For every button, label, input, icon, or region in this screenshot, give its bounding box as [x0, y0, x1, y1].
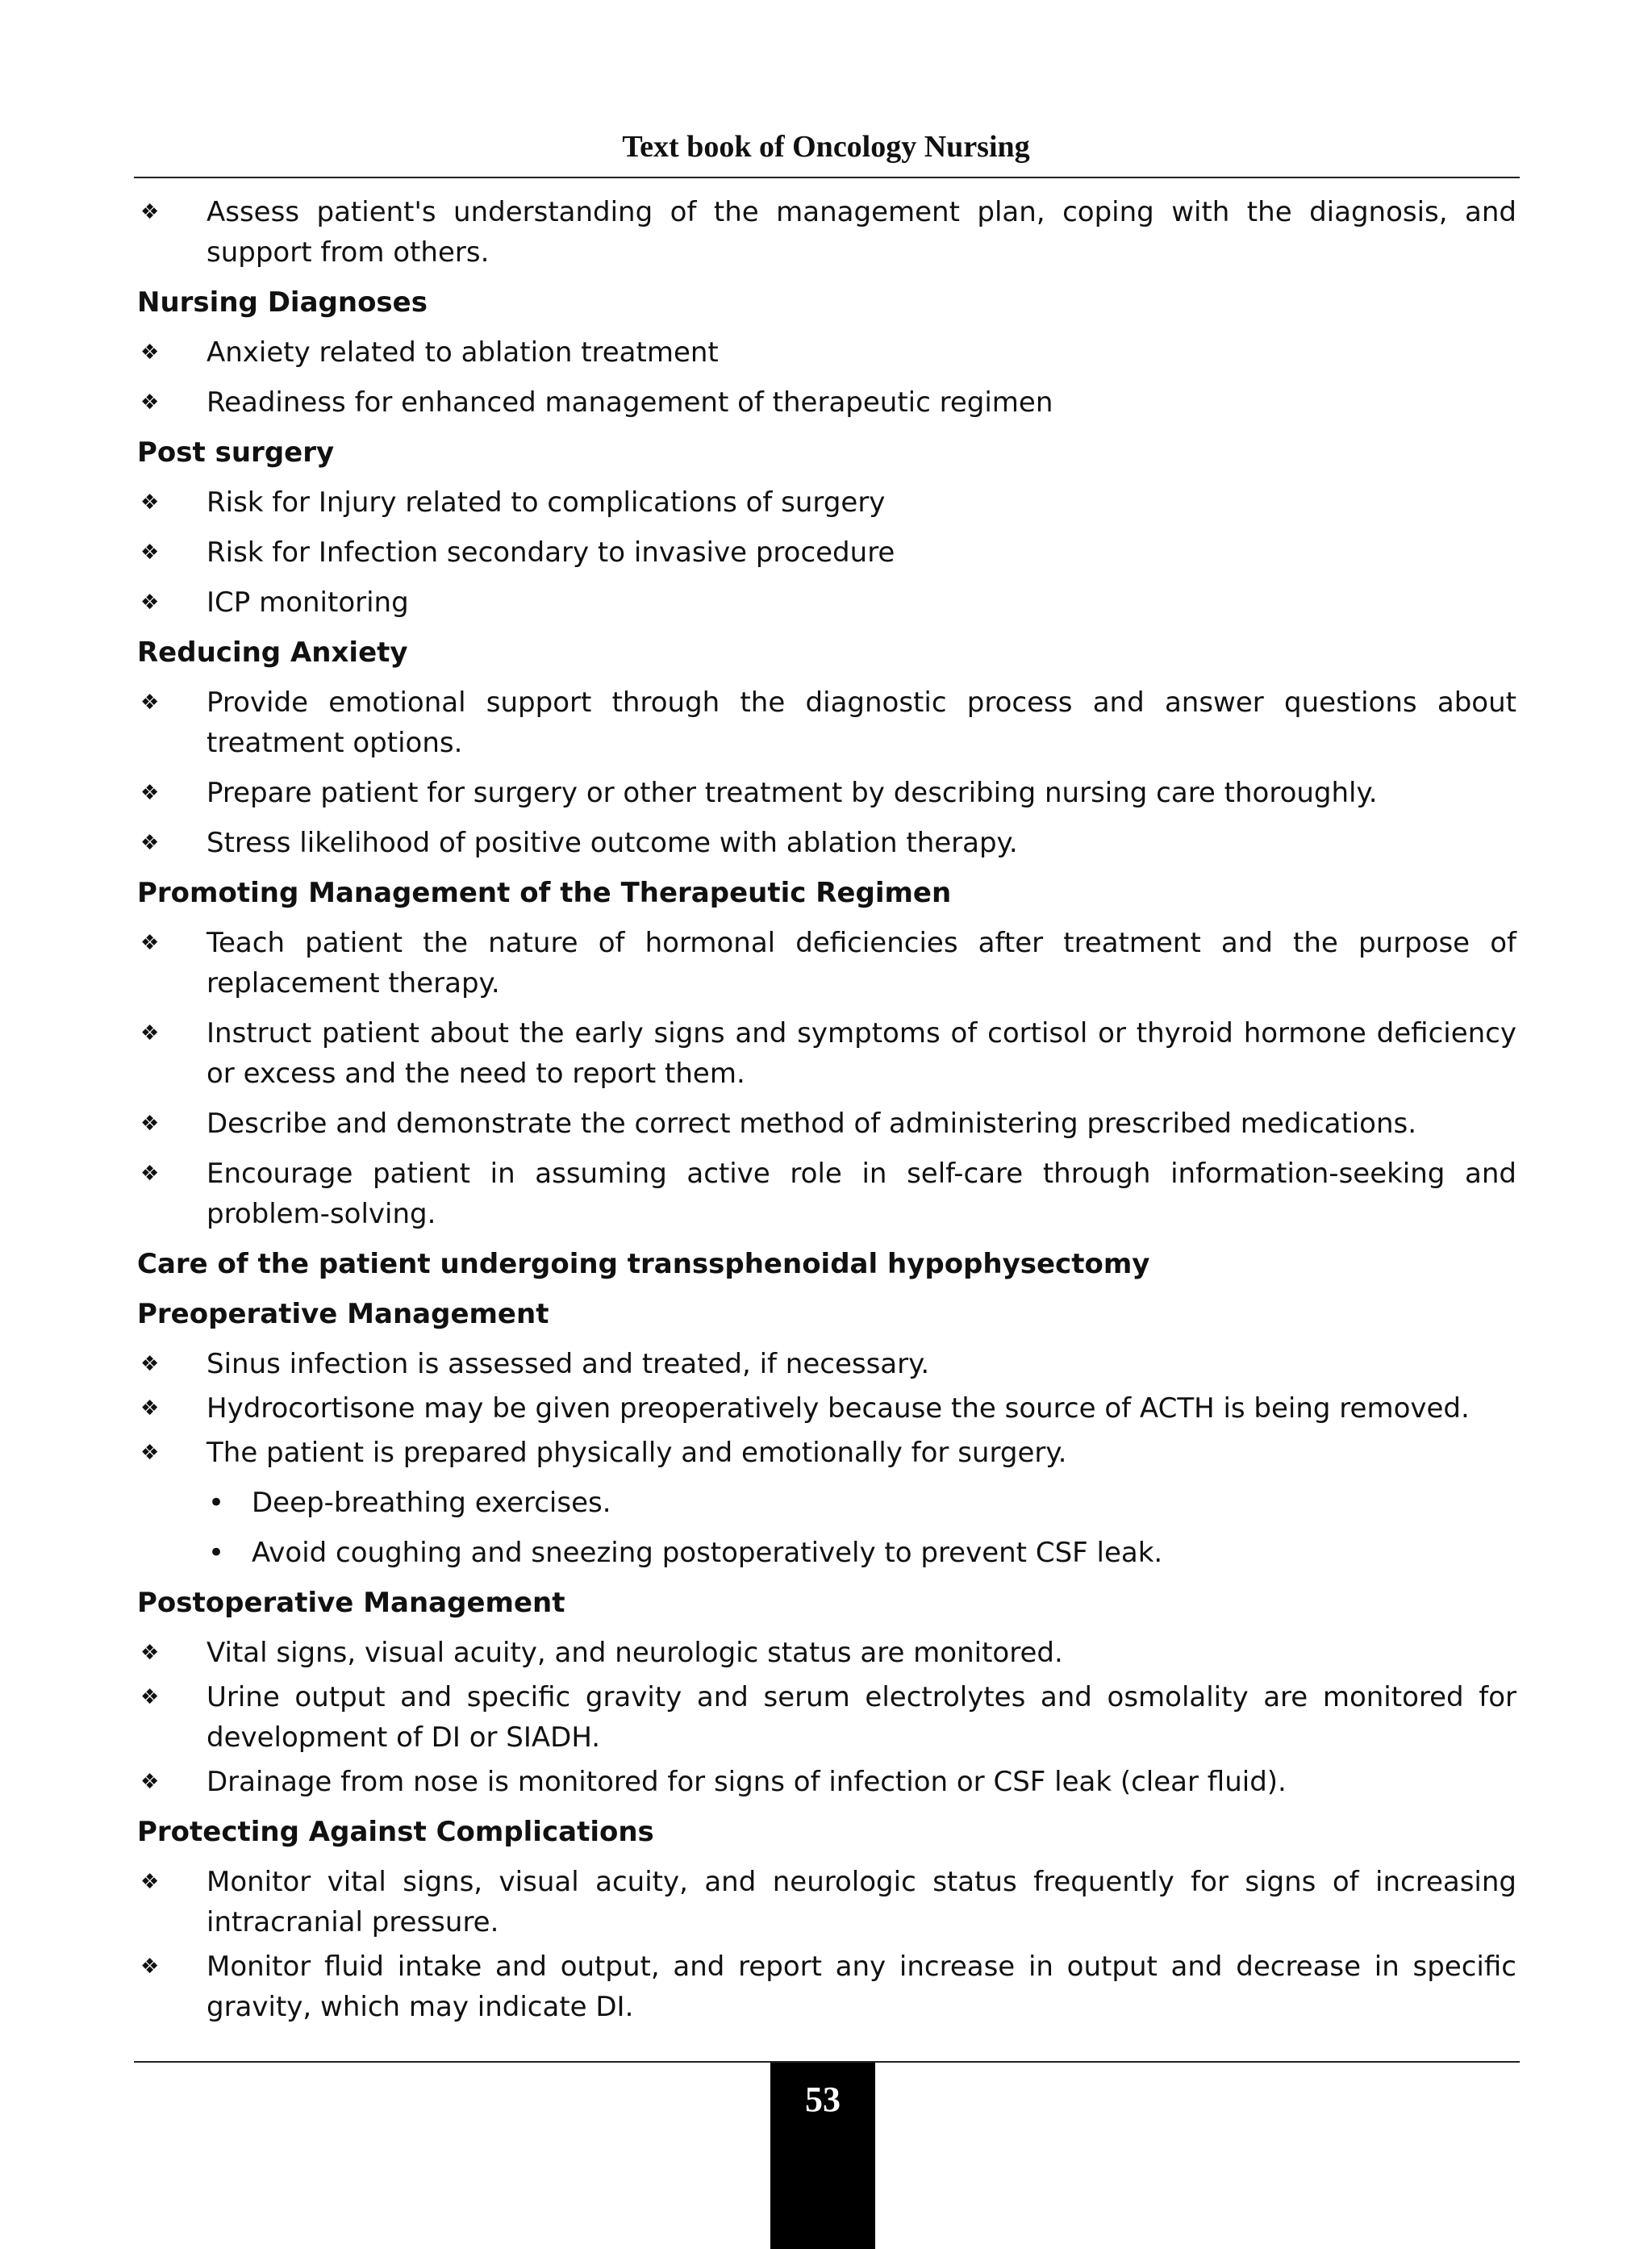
diamond-bullet-icon: ❖ [140, 931, 160, 955]
diamond-bullet-icon: ❖ [140, 490, 160, 515]
bullet-text: Prepare patient for surgery or other treatment by describing nursing care thoroughly. [206, 777, 1378, 809]
bullet-text: The patient is prepared physically and emotionally for surgery. [206, 1437, 1067, 1469]
bullet-text: Encourage patient in assuming active role in self-care through information-seeking and problem-solving. [206, 1158, 1516, 1230]
bullet-item [137, 582, 1516, 623]
running-header: Text book of Oncology Nursing [622, 130, 1030, 164]
bullet-text: Instruct patient about the early signs and symptoms of cortisol or thyroid hormone deficiency or excess and the need to report them. [206, 1017, 1516, 1090]
diamond-bullet-icon: ❖ [140, 540, 160, 565]
dot-bullet-icon: • [208, 1537, 225, 1569]
bullet-text: Assess patient's understanding of the management plan, coping with the diagnosis, and support from others. [206, 196, 1516, 269]
sub-bullet-item [137, 1533, 1516, 1573]
bullet-item [137, 1677, 1516, 1758]
diamond-bullet-icon: ❖ [140, 1162, 160, 1186]
bullet-item [137, 532, 1516, 573]
section-heading: Care of the patient undergoing transsphenoidal hypophysectomy [137, 1248, 1150, 1280]
bullet-item [137, 1862, 1516, 1942]
diamond-bullet-icon: ❖ [140, 340, 160, 365]
section-heading: Preoperative Management [137, 1298, 549, 1330]
bullet-text: Hydrocortisone may be given preoperatively because the source of ACTH is being removed. [206, 1392, 1470, 1425]
diamond-bullet-icon: ❖ [140, 590, 160, 615]
diamond-bullet-icon: ❖ [140, 1641, 160, 1665]
diamond-bullet-icon: ❖ [140, 1352, 160, 1376]
section-heading: Post surgery [137, 436, 335, 469]
bullet-item [137, 823, 1516, 863]
diamond-bullet-icon: ❖ [140, 1021, 160, 1045]
bullet-item [137, 1154, 1516, 1234]
section-heading: Protecting Against Complications [137, 1816, 654, 1848]
bullet-text: Anxiety related to ablation treatment [206, 336, 719, 369]
diamond-bullet-icon: ❖ [140, 781, 160, 805]
bullet-text: Vital signs, visual acuity, and neurologic status are monitored. [206, 1637, 1063, 1669]
sub-bullet-text: Deep-breathing exercises. [252, 1487, 611, 1519]
bullet-item [137, 1013, 1516, 1094]
diamond-bullet-icon: ❖ [140, 1870, 160, 1894]
section-heading: Nursing Diagnoses [137, 286, 428, 319]
bullet-item [137, 1633, 1516, 1673]
bullet-item [137, 1104, 1516, 1144]
bullet-text: Monitor fluid intake and output, and report any increase in output and decrease in specific gravity, which may indicate DI. [206, 1951, 1516, 2023]
bullet-item [137, 923, 1516, 1003]
sub-bullet-text: Avoid coughing and sneezing postoperatively to prevent CSF leak. [252, 1537, 1163, 1569]
bullet-text: Stress likelihood of positive outcome with ablation therapy. [206, 827, 1018, 859]
bullet-item [137, 1946, 1516, 2027]
diamond-bullet-icon: ❖ [140, 691, 160, 715]
bullet-text: Risk for Infection secondary to invasive procedure [206, 536, 895, 569]
section-heading: Promoting Management of the Therapeutic Regimen [137, 877, 952, 909]
bullet-text: Drainage from nose is monitored for signs of infection or CSF leak (clear fluid). [206, 1766, 1287, 1798]
bullet-item [137, 1433, 1516, 1473]
bullet-item [137, 332, 1516, 373]
bullet-text: Risk for Injury related to complications of surgery [206, 486, 886, 519]
bullet-item [137, 1762, 1516, 1802]
diamond-bullet-icon: ❖ [140, 1955, 160, 1979]
bullet-text: Monitor vital signs, visual acuity, and neurologic status frequently for signs of increasing intracranial pressure. [206, 1866, 1516, 1938]
bullet-text: Sinus infection is assessed and treated, if necessary. [206, 1348, 930, 1380]
bullet-text: Readiness for enhanced management of therapeutic regimen [206, 386, 1053, 419]
diamond-bullet-icon: ❖ [140, 1770, 160, 1794]
bullet-text: ICP monitoring [206, 586, 409, 619]
page-body [137, 192, 1516, 2037]
bullet-item [137, 192, 1516, 273]
bullet-item [137, 1344, 1516, 1384]
diamond-bullet-icon: ❖ [140, 200, 160, 224]
header-rule [134, 177, 1520, 178]
bullet-item [137, 482, 1516, 523]
diamond-bullet-icon: ❖ [140, 831, 160, 855]
bullet-item [137, 682, 1516, 763]
dot-bullet-icon: • [208, 1487, 225, 1519]
page-number: 53 [805, 2080, 841, 2119]
bullet-text: Teach patient the nature of hormonal deficiencies after treatment and the purpose of replacement therapy. [206, 927, 1516, 999]
section-heading: Postoperative Management [137, 1587, 565, 1619]
diamond-bullet-icon: ❖ [140, 1685, 160, 1709]
sub-bullet-item [137, 1483, 1516, 1523]
bullet-item [137, 1388, 1516, 1429]
section-heading: Reducing Anxiety [137, 636, 408, 669]
bullet-text: Provide emotional support through the diagnostic process and answer questions about treatment options. [206, 686, 1516, 759]
diamond-bullet-icon: ❖ [140, 1396, 160, 1421]
diamond-bullet-icon: ❖ [140, 390, 160, 415]
diamond-bullet-icon: ❖ [140, 1112, 160, 1136]
bullet-text: Describe and demonstrate the correct method of administering prescribed medications. [206, 1108, 1417, 1140]
bullet-text: Urine output and specific gravity and serum electrolytes and osmolality are monitored for development of DI or SIADH. [206, 1681, 1516, 1754]
page-number-box [770, 2063, 875, 2249]
diamond-bullet-icon: ❖ [140, 1441, 160, 1465]
bullet-item [137, 382, 1516, 423]
bullet-item [137, 773, 1516, 813]
